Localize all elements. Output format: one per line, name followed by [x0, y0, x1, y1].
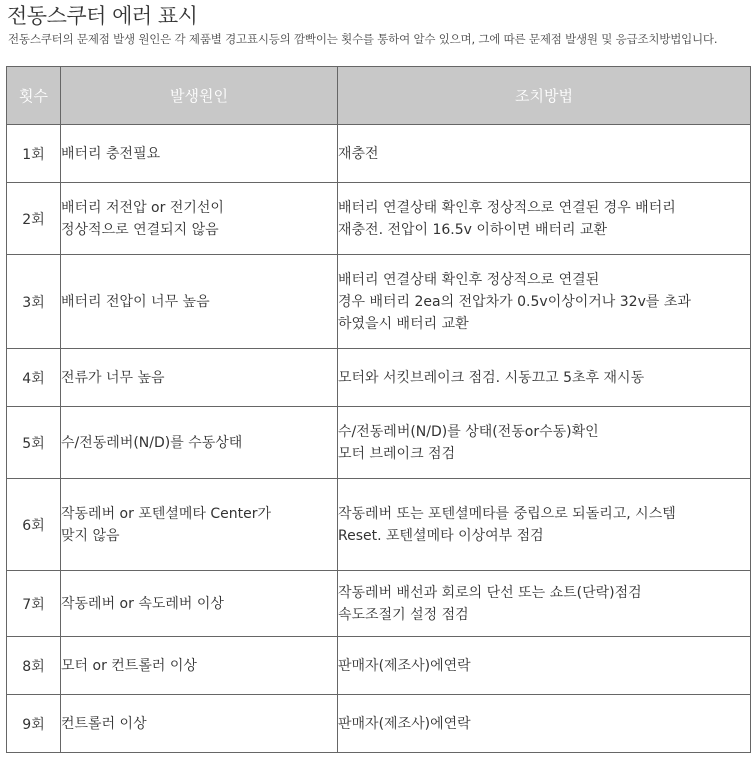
table-row — [7, 637, 751, 695]
action-cell — [338, 571, 751, 637]
table-row — [7, 407, 751, 479]
action-line: 판매자(제조사)에연락 — [338, 715, 471, 732]
cause-line: 모터 or 컨트롤러 이상 — [61, 657, 197, 674]
action-line: 하였을시 배터리 교환 — [338, 315, 469, 332]
action-cell — [338, 255, 751, 349]
table-row — [7, 255, 751, 349]
cause-cell — [61, 407, 338, 479]
cause-line: 컨트롤러 이상 — [61, 715, 147, 732]
cause-cell — [61, 255, 338, 349]
cause-line: 전류가 너무 높음 — [61, 369, 165, 386]
action-line: 수/전동레버(N/D)를 상태(전동or수동)확인 — [338, 423, 599, 440]
table-row — [7, 183, 751, 255]
cause-cell — [61, 349, 338, 407]
cause-line: 수/전동레버(N/D)를 수동상태 — [61, 434, 243, 451]
cause-line: 배터리 전압이 너무 높음 — [61, 293, 210, 310]
table-row — [7, 571, 751, 637]
error-table — [6, 66, 751, 753]
cause-line: 정상적으로 연결되지 않음 — [61, 221, 219, 238]
cause-cell — [61, 571, 338, 637]
action-line: 모터와 서킷브레이크 점검. 시동끄고 5초후 재시동 — [338, 369, 645, 386]
action-line: Reset. 포텐셜메타 이상여부 점검 — [338, 527, 544, 544]
cause-line: 배터리 저전압 or 전기선이 — [61, 199, 224, 216]
blink-count-cell: 5회 — [7, 407, 61, 479]
action-line: 모터 브레이크 점검 — [338, 445, 456, 462]
action-cell — [338, 125, 751, 183]
blink-count-cell: 4회 — [7, 349, 61, 407]
cause-cell — [61, 183, 338, 255]
action-line: 작동레버 배선과 회로의 단선 또는 쇼트(단락)점검 — [338, 584, 642, 601]
cause-line: 작동레버 or 포텐셜메타 Center가 — [61, 505, 272, 522]
cause-cell — [61, 125, 338, 183]
header-cause: 발생원인 — [61, 67, 338, 125]
header-count: 횟수 — [7, 67, 61, 125]
action-cell — [338, 183, 751, 255]
blink-count-cell: 1회 — [7, 125, 61, 183]
action-line: 작동레버 또는 포텐셜메타를 중립으로 되돌리고, 시스템 — [338, 505, 676, 522]
table-header-row — [7, 67, 751, 125]
table-row — [7, 125, 751, 183]
action-line: 경우 배터리 2ea의 전압차가 0.5v이상이거나 32v를 초과 — [338, 293, 691, 310]
action-line: 배터리 연결상태 확인후 정상적으로 연결된 경우 배터리 — [338, 199, 676, 216]
action-line: 배터리 연결상태 확인후 정상적으로 연결된 — [338, 271, 600, 288]
cause-cell — [61, 637, 338, 695]
table-row — [7, 349, 751, 407]
action-cell — [338, 407, 751, 479]
page-title: 전동스쿠터 에러 표시 — [7, 4, 198, 28]
action-cell — [338, 349, 751, 407]
action-line: 속도조절기 설정 점검 — [338, 606, 469, 623]
header-action: 조치방법 — [338, 67, 751, 125]
cause-cell — [61, 479, 338, 571]
cause-line: 맞지 않음 — [61, 527, 120, 544]
cause-cell — [61, 695, 338, 753]
action-cell — [338, 637, 751, 695]
cause-line: 작동레버 or 속도레버 이상 — [61, 595, 224, 612]
action-line: 재충전. 전압이 16.5v 이하이면 배터리 교환 — [338, 221, 608, 238]
action-line: 판매자(제조사)에연락 — [338, 657, 471, 674]
blink-count-cell: 3회 — [7, 255, 61, 349]
action-line: 재충전 — [338, 145, 379, 162]
blink-count-cell: 9회 — [7, 695, 61, 753]
cause-line: 배터리 충전필요 — [61, 145, 161, 162]
blink-count-cell: 7회 — [7, 571, 61, 637]
table-row — [7, 479, 751, 571]
blink-count-cell: 2회 — [7, 183, 61, 255]
blink-count-cell: 6회 — [7, 479, 61, 571]
action-cell — [338, 695, 751, 753]
blink-count-cell: 8회 — [7, 637, 61, 695]
table-row — [7, 695, 751, 753]
page-description: 전동스쿠터의 문제점 발생 원인은 각 제품별 경고표시등의 깜빡이는 횟수를 통하여 알수 있으며, 그에 따른 문제점 발생원 및 응급조치방법입니다. — [8, 32, 718, 46]
action-cell — [338, 479, 751, 571]
